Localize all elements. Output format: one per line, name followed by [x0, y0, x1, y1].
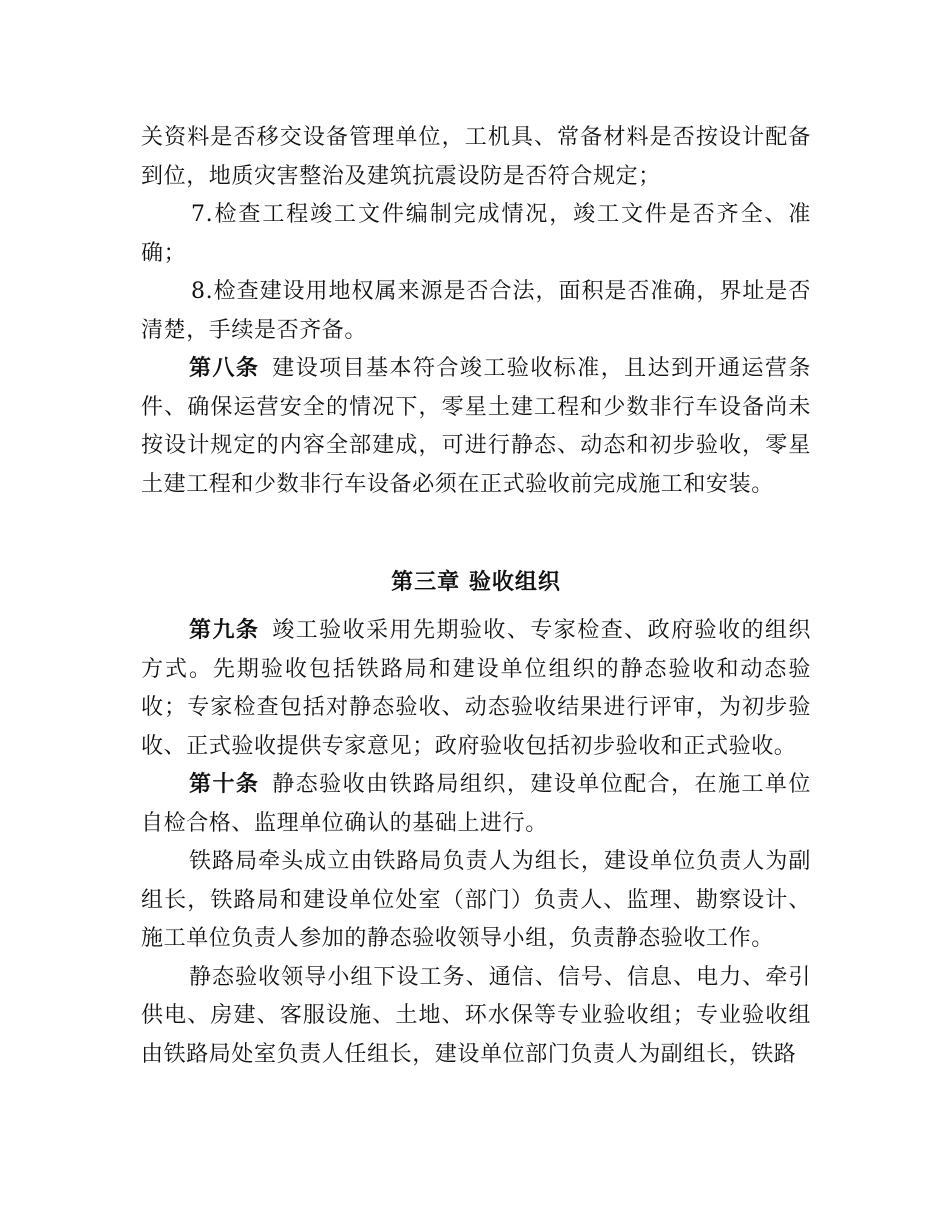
- paragraph-leadership-group: 铁路局牵头成立由铁路局负责人为组长，建设单位负责人为副组长，铁路局和建设单位处室（部门）负责人、监理、勘察设计、施工单位负责人参加的静态验收领导小组，负责静态验收工作。: [141, 849, 811, 951]
- list-item-8: 8.检查建设用地权属来源是否合法，面积是否准确，界址是否清楚，手续是否齐备。: [141, 279, 811, 343]
- paragraph-continued: 关资料是否移交设备管理单位，工机具、常备材料是否按设计配备到位，地质灾害整治及建筑抗震设防是否符合规定；: [141, 125, 811, 189]
- article-9-text: 竣工验收采用先期验收、专家检查、政府验收的组织方式。先期验收包括铁路局和建设单位组织的静态验收和动态验收；专家检查包括对静态验收、动态验收结果进行评审，为初步验收、正式验收提供专家意见；政府验收包括初步验收和正式验收。: [141, 618, 811, 759]
- article-10-text: 静态验收由铁路局组织，建设单位配合，在施工单位自检合格、监理单位确认的基础上进行。: [141, 772, 811, 836]
- document-page: [141, 119, 811, 1074]
- article-8: [141, 350, 811, 504]
- article-10-label: 第十条: [189, 772, 260, 797]
- article-9: [141, 612, 811, 766]
- article-8-text: 建设项目基本符合竣工验收标准，且达到开通运营条件、确保运营安全的情况下，零星土建工程和少数非行车设备尚未按设计规定的内容全部建成，可进行静态、动态和初步验收，零星土建工程和少数非行车设备必须在正式验收前完成施工和安装。: [141, 356, 811, 497]
- list-item-7: 7.检查工程竣工文件编制完成情况，竣工文件是否齐全、准确；: [141, 202, 811, 266]
- article-9-label: 第九条: [189, 618, 260, 643]
- chapter-title: 第三章 验收组织: [391, 570, 561, 595]
- article-8-label: 第八条: [189, 356, 260, 381]
- paragraph-specialty-groups: 静态验收领导小组下设工务、通信、信号、信息、电力、牵引供电、房建、客服设施、土地、环水保等专业验收组；专业验收组由铁路局处室负责人任组长，建设单位部门负责人为副组长，铁路: [141, 964, 811, 1067]
- article-10: [141, 766, 811, 843]
